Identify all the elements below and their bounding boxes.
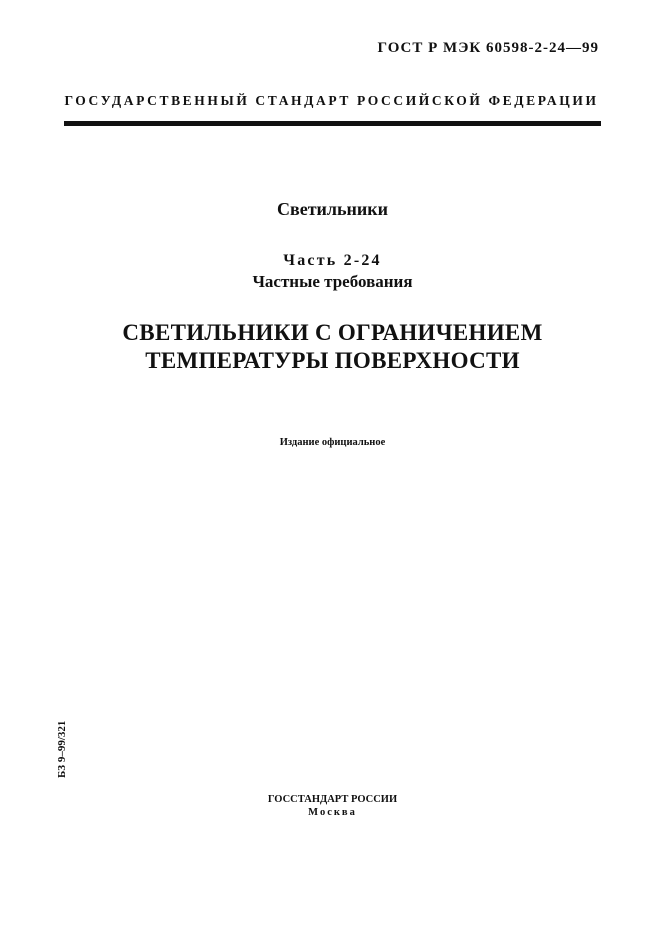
- side-code: БЗ 9–99/321: [56, 720, 68, 778]
- header-rule: [64, 121, 601, 126]
- main-title-line-1: СВЕТИЛЬНИКИ С ОГРАНИЧЕНИЕМ: [122, 320, 543, 345]
- part-title: Частные требования: [252, 272, 413, 291]
- publisher-city: Москва: [308, 807, 357, 818]
- subject-title: Светильники: [276, 199, 389, 219]
- edition-note: Издание официальное: [279, 437, 386, 448]
- part-number: Часть 2-24: [283, 252, 382, 269]
- main-title: [64, 319, 601, 375]
- document-number: ГОСТ Р МЭК 60598-2-24—99: [377, 40, 599, 56]
- state-standard-header: ГОСУДАРСТВЕННЫЙ СТАНДАРТ РОССИЙСКОЙ ФЕДЕРАЦИИ: [64, 93, 599, 108]
- main-title-line-2: ТЕМПЕРАТУРЫ ПОВЕРХНОСТИ: [145, 348, 520, 373]
- publisher: ГОССТАНДАРТ РОССИИ: [267, 794, 398, 805]
